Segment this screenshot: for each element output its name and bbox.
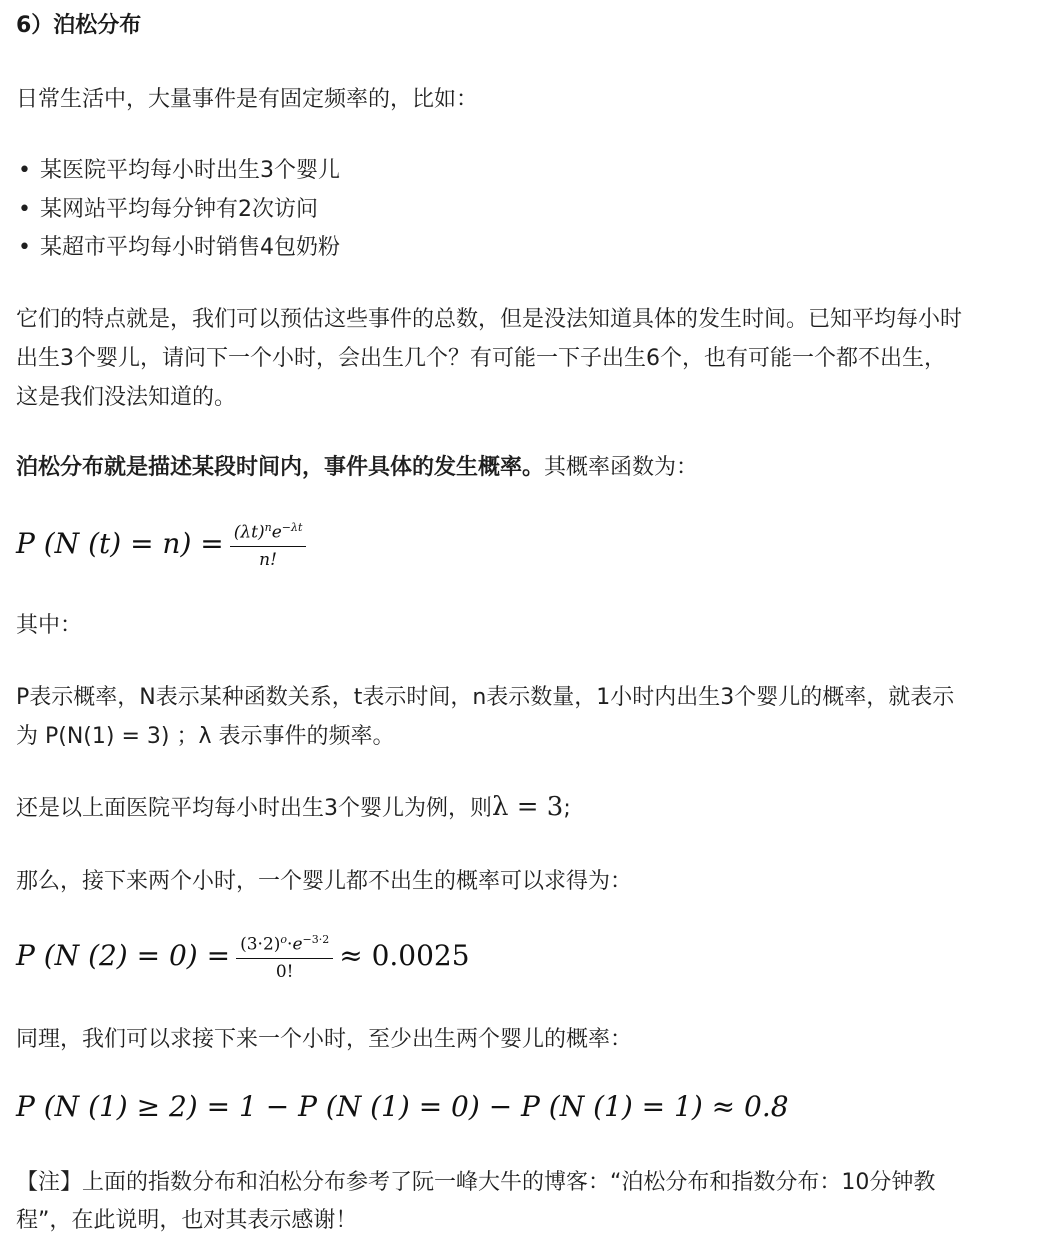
fraction-numerator: $(\lambda t)^ne^{-\lambda t}$ — [230, 518, 307, 547]
fraction-denominator: 0! — [275, 961, 294, 982]
intro-paragraph: 日常生活中，大量事件是有固定频率的，比如： — [16, 87, 479, 112]
where-label: 其中： — [16, 613, 83, 638]
at-least-two-formula: P (N (1) ≥ 2) = 1 − P (N (1) = 0) − P (N (1) = 1) ≈ 0.8 — [16, 1090, 789, 1123]
fraction-numerator: $(3\cdot 2)^o\cdot e^{-3\cdot 2}$ — [236, 930, 333, 959]
fraction-denominator: n! — [259, 549, 277, 570]
features-paragraph: 它们的特点就是，我们可以预估这些事件的总数，但是没法知道具体的发生时间。已知平均每小时 出生3个婴儿，请问下一个小时，会出生几个？有可能一下子出生6个，也有可能一个都不出生， 这是我们没法知道的。 — [16, 307, 963, 410]
example-paragraph: 还是以上面医院平均每小时出生3个婴儿为例，则λ = 3; — [16, 792, 571, 822]
example-list — [16, 152, 340, 268]
formula-lhs: P (N (2) = 0) = — [16, 939, 231, 973]
definition-rest: 其概率函数为： — [544, 455, 699, 480]
definition-paragraph — [16, 448, 1050, 487]
similar-paragraph: 同理，我们可以求接下来一个小时，至少出生两个婴儿的概率： — [16, 1027, 633, 1052]
formula-lhs: P (N (t) = n) = — [16, 527, 224, 561]
probability-zero-formula — [16, 930, 470, 982]
formula-fraction — [230, 518, 307, 570]
bullet-marker: • — [18, 158, 31, 183]
bullet-marker: • — [18, 235, 31, 260]
reference-note: 【注】上面的指数分布和泊松分布参考了阮一峰大牛的博客：“泊松分布和指数分布：10分钟教 程”，在此说明，也对其表示感谢！ — [16, 1170, 936, 1233]
list-item: • 某网站平均每分钟有2次访问 — [16, 191, 340, 230]
list-item: • 某医院平均每小时出生3个婴儿 — [16, 152, 340, 191]
lambda-math: λ = 3 — [492, 792, 564, 822]
list-item: • 某超市平均每小时销售4包奶粉 — [16, 229, 340, 268]
formula-rhs: ≈ 0.0025 — [339, 939, 470, 973]
poisson-formula — [16, 518, 312, 570]
definition-bold: 泊松分布就是描述某段时间内，事件具体的发生概率。 — [16, 455, 545, 480]
formula-fraction — [236, 930, 333, 982]
next-paragraph: 那么，接下来两个小时，一个婴儿都不出生的概率可以求得为： — [16, 869, 633, 894]
explanation-paragraph: P表示概率，N表示某种函数关系，t表示时间，n表示数量，1小时内出生3个婴儿的概率，就表示 为 P(N(1) = 3) ；λ 表示事件的频率。 — [16, 685, 955, 749]
section-heading: 6）泊松分布 — [16, 13, 142, 38]
bullet-marker: • — [18, 196, 31, 222]
